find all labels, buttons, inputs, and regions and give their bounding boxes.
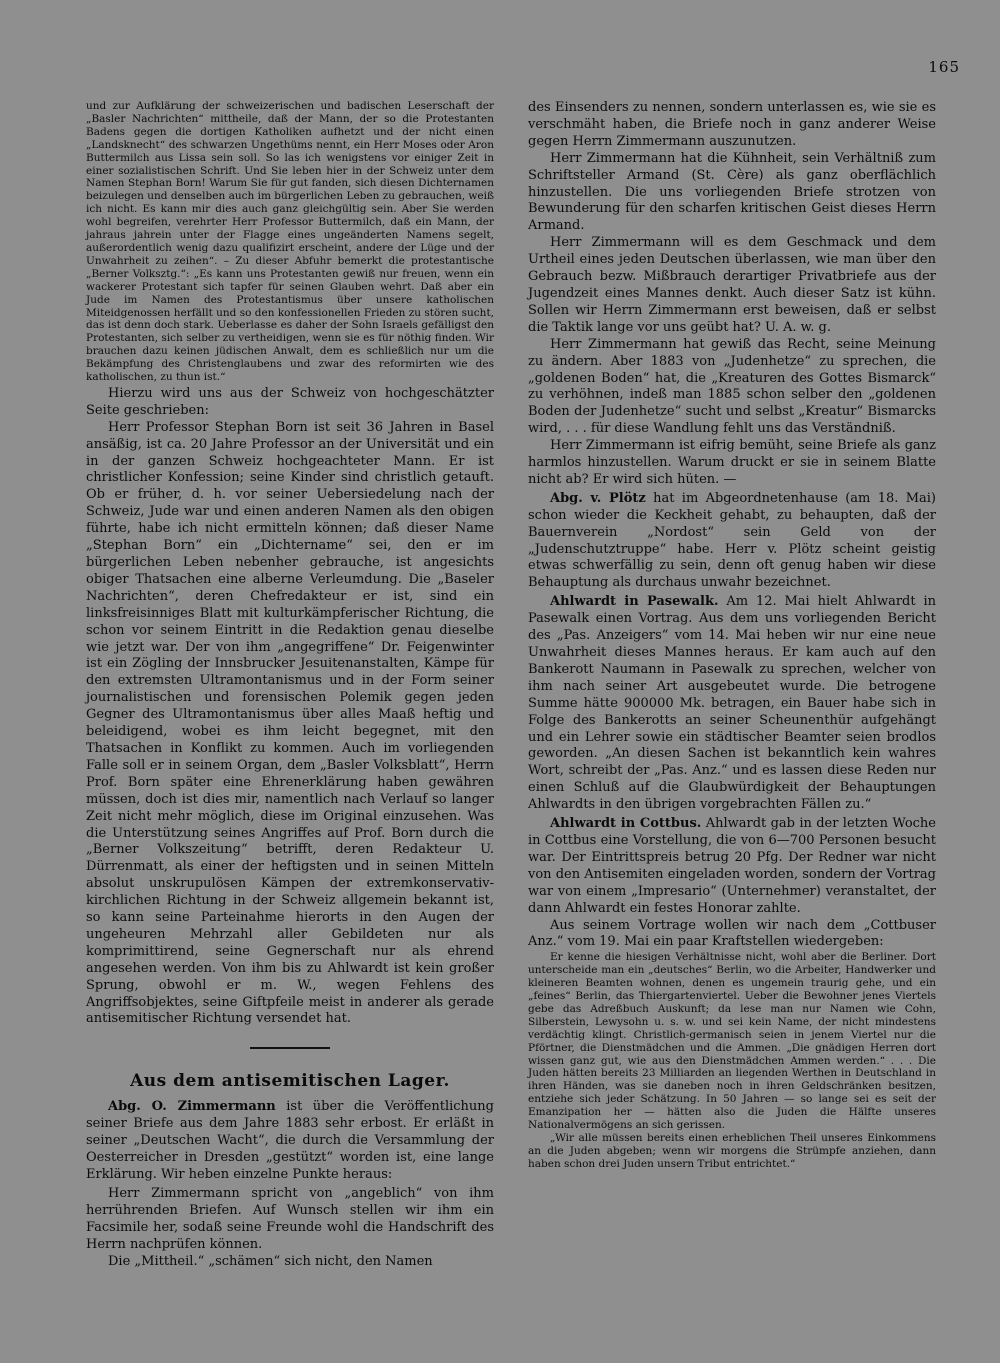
zimmermann-name: Abg. O. Zimmermann xyxy=(108,1099,276,1115)
page-number: 165 xyxy=(928,58,960,76)
left-mittheil-paragraph: Die „Mittheil.“ „schämen“ sich nicht, den Namen xyxy=(108,1253,433,1269)
section-heading: Aus dem antisemitischen Lager. xyxy=(130,1071,450,1092)
right-column xyxy=(528,100,936,1171)
left-column xyxy=(86,100,494,1270)
section-divider xyxy=(250,1047,330,1049)
pasewalk-text: Am 12. Mai hielt Ahlwardt in Pasewalk einen Vortrag. Aus dem uns vorliegenden Bericht des „Pas. Anzeigers“ vom 14. Mai heben wir nur eine neue Unwahrheit dieses Mannes heraus. Er kam auch auf den Bankerott Naumann in Pasewalk zu sprechen, welcher von ihm nach seiner Art ausgebeutet wurde. Die betrogene Summe hätte 900000 Mk. betragen, ein Bauer habe sich in Folge des Bankerotts an seiner Scheunenthür aufgehängt und ein Lehrer sowie ein städtischer Beamter seien brodlos geworden. „An diesen Sachen ist bekanntlich kein wahres Wort, schreibt der „Pas. Anz.“ und es lassen diese Reden nur einen Schluß auf die Glaubwürdigkeit der Behauptungen Ahlwardts in den übrigen vorgebrachten Fällen zu.“ xyxy=(528,594,936,813)
left-quote-paragraph: und zur Aufklärung der schweizerischen und badischen Leserschaft der „Basler Nachrichten“ mittheile, daß der Mann, der so die Protestanten Badens gegen die dortigen Katholiken aufhetzt und der nicht einen „Landsknecht“ des schwarzen Ungethüms nennt, ein Herr Moses oder Aron Buttermilch aus Lissa sein soll. So las ich wenigstens vor einiger Zeit in einer sozialistischen Schrift. Und Sie leben hier in der Schweiz unter dem Namen Stephan Born! Warum Sie für gut fanden, sich diesen Dichternamen beizulegen und denselben auch im bürgerlichen Leben zu gebrauchen, weiß ich nicht. Es kann mir dies auch ganz gleichgültig sein. Aber Sie werden wohl begreifen, verehrter Herr Professor Buttermilch, daß ein Mann, der jahraus jahrein unter der Flagge eines ungeänderten Namens segelt, außerordentlich wenig dazu qualifizirt erscheint, andere der Lüge und der Unwahrheit zu zeihen“. – Zu dieser Abfuhr bemerkt die protestantische „Berner Volksztg.“: „Es kann uns Protestanten gewiß nur freuen, wenn ein wackerer Protestant sich tapfer für seinen Glauben wehrt. Daß aber ein Jude im Namen des Protestantismus über unsere katholischen Miteidgenossen herfällt und so den konfessionellen Frieden zu stören sucht, das ist denn doch stark. Ueberlasse es daher der Sohn Israels gefälligst den Protestanten, sich selber zu vertheidigen, wenn sie es für nöthig finden. Wir brauchen dazu keinen jüdischen Anwalt, dem es schließlich nur um die Bekämpfung des Christenglaubens und zwar des reformirten wie des katholischen, zu thun ist.“ xyxy=(86,100,494,384)
right-pasewalk-paragraph xyxy=(528,594,936,814)
right-armand-paragraph: Herr Zimmermann hat die Kühnheit, sein Verhältniß zum Schriftsteller Armand (St. Cère) als ganz oberflächlich hinzustellen. Die uns vorliegenden Briefe strotzen von Bewunderung für den scharfen kritischen Geist dieses Herrn Armand. xyxy=(528,150,936,234)
left-letter-paragraph: Herr Professor Stephan Born ist seit 36 Jahren in Basel ansäßig, ist ca. 20 Jahre Professor an der Universität und ein in der ganzen Schweiz hochgeachteter Mann. Er ist christlicher Konfession; seine Kinder sind christlich getauft. Ob er früher, d. h. vor seiner Uebersiedelung nach der Schweiz, Jude war und einen anderen Namen als den obigen führte, habe ich nicht ermitteln können; daß dieser Name „Stephan Born“ ein „Dichtername“ sei, den er im bürgerlichen Leben nebenher gebrauche, ist angesichts obiger Thatsachen eine alberne Verleumdung. Die „Baseler Nachrichten“, deren Chefredakteur er ist, sind ein linksfreisinniges Blatt mit kulturkämpferischer Richtung, die schon vor seinem Eintritt in die Redaktion genau dieselbe wie jetzt war. Der von ihm „angegriffene“ Dr. Feigenwinter ist ein Zögling der Innsbrucker Jesuitenanstalten, Kämpe für den extremsten Ultramontanismus und in der Form seiner journalistischen und forensischen Polemik gegen jeden Gegner des Ultramontanismus über alles Maaß heftig und beleidigend, wobei es ihm leicht begegnet, mit den Thatsachen in Konflikt zu kommen. Auch im vorliegenden Falle soll er in seinem Organ, dem „Basler Volksblatt“, Herrn Prof. Born später eine Ehrenerklärung haben gewähren müssen, doch ist dies mir, namentlich nach Verlauf so langer Zeit nicht mehr möglich, diese im Original einzusehen. Was die Unterstützung seines Angriffes auf Prof. Born durch die „Berner Volkszeitung“ betrifft, deren Redakteur U. Dürrenmatt, als einer der heftigsten und in seinen Mitteln absolut unskrupulösen Kämpen der extremkonservativ-kirchlichen Richtung in der Schweiz allgemein bekannt ist, so kann seine Parteinahme hierorts in den Augen der ungeheuren Mehrzahl aller Gebildeten nur als komprimittirend, seine Gegnerschaft nur als ehrend angesehen werden. Von ihm bis zu Ahlwardt ist kein großer Sprung, obwohl er m. W., wegen Fehlens des Angriffsobjektes, seine Giftpfeile meist in anderer als gerade antisemitischer Richtung versendet hat. xyxy=(86,419,494,1027)
ploetz-name: Abg. v. Plötz xyxy=(550,490,646,506)
zimmermann-text: ist über die Veröffentlichung seiner Briefe aus dem Jahre 1883 sehr erbost. Er erläßt in seiner „Deutschen Wacht“, die durch die Versammlung der Oesterreicher in Dresden „gestützt“ worden ist, eine lange Erklärung. Wir heben einzelne Punkte heraus: xyxy=(86,1099,494,1182)
cottbus-text: Ahlwardt gab in der letzten Woche in Cottbus eine Vorstellung, die von 6—700 Personen besucht war. Der Eintrittspreis betrug 20 Pfg. Der Redner war nicht von den Antisemiten eingeladen worden, sondern der Vortrag war von einem „Impresario“ (Unternehmer) veranstaltet, der dann Ahlwardt ein festes Honorar zahlte. xyxy=(528,816,937,916)
right-continuation-paragraph: des Einsenders zu nennen, sondern unterlassen es, wie sie es verschmäht haben, die Briefe noch in ganz anderer Weise gegen Herrn Zimmermann auszunutzen. xyxy=(528,100,936,149)
right-urtheil-paragraph: Herr Zimmermann will es dem Geschmack und dem Urtheil eines jeden Deutschen überlassen, wie man über den Gebrauch bezw. Mißbrauch derartiger Privatbriefe aus der Jugendzeit eines Mannes denkt. Auch dieser Satz ist kühn. Sollen wir Herrn Zimmermann erst beweisen, daß er selbst die Taktik lange vor uns geübt hat? U. A. w. g. xyxy=(528,235,936,335)
right-meinung-paragraph: Herr Zimmermann hat gewiß das Recht, seine Meinung zu ändern. Aber 1883 von „Judenhetze“ zu sprechen, die „goldenen Boden“ hat, die „Kreaturen des Gottes Bismarck“ zu verhöhnen, indeß man 1885 schon selber den „goldenen Boden der Judenhetze“ sucht und selbst „Kreatur“ Bismarcks wird, . . . für diese Wandlung fehlt uns das Verständniß. xyxy=(528,336,936,437)
left-intro-paragraph: Hierzu wird uns aus der Schweiz von hochgeschätzter Seite geschrieben: xyxy=(86,385,494,418)
right-vortrag-paragraph: Aus seinem Vortrage wollen wir nach dem „Cottbuser Anz.“ vom 19. Mai ein paar Kraftstellen wiedergeben: xyxy=(528,917,936,950)
right-quote-paragraph-1: Er kenne die hiesigen Verhältnisse nicht, wohl aber die Berliner. Dort unterscheide man ein „deutsches“ Berlin, wo die Arbeiter, Handwerker und kleineren Beamten wohnen, denen es ungemein traurig gehe, und ein „feines“ Berlin, das Thiergartenviertel. Ueber die Bewohner jenes Viertels gebe das Adreßbuch Auskunft; da lese man nur Namen wie Cohn, Silberstein, Lewysohn u. s. w. und sei kein Name, der nicht mindestens verdächtig klingt. Christlich-germanisch seien in jenem Viertel nur die Pförtner, die Dienstmädchen und die Ammen. „Die gnädigen Herren dort wissen ganz gut, wie aus den Dienstmädchen Ammen werden.“ . . . Die Juden hätten bereits 23 Milliarden an liegenden Werthen in Deutschland in ihren Händen, was sie daneben noch in ihren Geldschränken besitzen, entziehe sich jeder Schätzung. In 50 Jahren — so lange sei es seit der Emanzipation her — hätten also die Juden die Hälfte unseres Nationalvermögens an sich gerissen. xyxy=(528,951,936,1132)
ploetz-text: hat im Abgeordnetenhause (am 18. Mai) schon wieder die Keckheit gehabt, zu behaupten, daß der Bauernverein „Nordost“ sein Geld von der „Judenschutztruppe“ habe. Herr v. Plötz scheint geistig etwas schwerfällig zu sein, denn oft genug haben wir diese Behauptung als durchaus unwahr bezeichnet. xyxy=(528,490,936,591)
right-cottbus-paragraph xyxy=(528,816,936,917)
right-harmlos-paragraph: Herr Zimmermann ist eifrig bemüht, seine Briefe als ganz harmlos hinzustellen. Warum druckt er sie in seinem Blatte nicht ab? Er wird sich hüten. — xyxy=(528,438,936,487)
cottbus-heading: Ahlwardt in Cottbus. xyxy=(550,816,702,832)
right-ploetz-paragraph xyxy=(528,491,936,592)
pasewalk-heading: Ahlwardt in Pasewalk. xyxy=(550,594,719,610)
left-facsimile-paragraph: Herr Zimmermann spricht von „angeblich“ von ihm herrührenden Briefen. Auf Wunsch stellen wir ihm ein Facsimile her, sodaß seine Freunde wohl die Handschrift des Herrn nachprüfen können. xyxy=(86,1185,494,1252)
right-quote-paragraph-2: „Wir alle müssen bereits einen erheblichen Theil unseres Einkommens an die Juden abgeben; wenn wir morgens die Strümpfe anziehen, dann haben schon drei Juden unsern Tribut entrichtet.“ xyxy=(528,1132,936,1170)
left-zimmermann-paragraph xyxy=(86,1099,494,1184)
